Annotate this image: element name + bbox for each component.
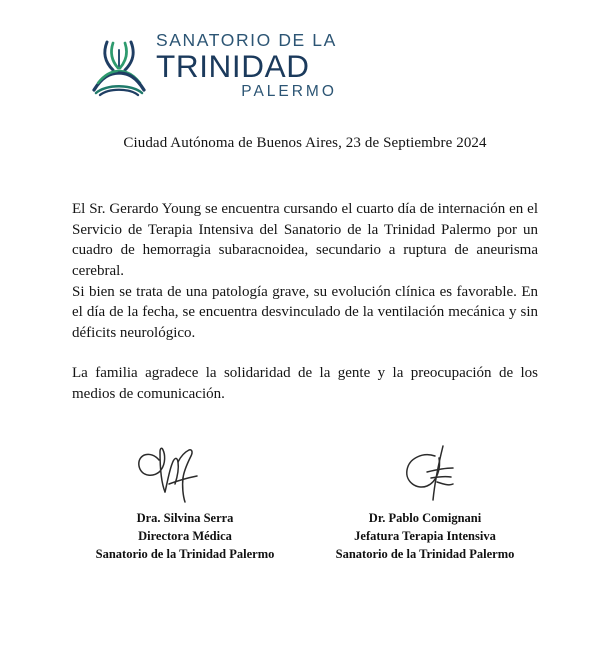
letterhead [0, 0, 610, 102]
signatory-title: Jefatura Terapia Intensiva [354, 528, 496, 543]
signature-details-left [96, 510, 275, 563]
brand-line-palermo: PALERMO [241, 83, 337, 101]
paragraph-family-thanks: La familia agradece la solidaridad de la gente y la preocupación de los medios de comunicación. [72, 364, 538, 402]
signature-details-right [336, 510, 515, 563]
brand-line-sanatorio: SANATORIO DE LA [156, 30, 337, 51]
signatory-title: Directora Médica [138, 528, 232, 543]
brand-wordmark [156, 32, 337, 100]
signatory-institution: Sanatorio de la Trinidad Palermo [335, 546, 515, 561]
signatory-institution: Sanatorio de la Trinidad Palermo [95, 546, 275, 561]
brand-line-trinidad: TRINIDAD [156, 47, 310, 84]
paragraph-prognosis: Si bien se trata de una patología grave, su evolución clínica es favorable. En el día de la fecha, se encuentra desvinculado de la ventilación mecánica y sin déficits neurológico. [72, 283, 538, 342]
signature-area [0, 444, 610, 563]
handwritten-signature-left-icon [125, 444, 245, 506]
handwritten-signature-right-icon [365, 444, 485, 506]
paragraph-clinical-status: El Sr. Gerardo Young se encuentra cursando el cuarto día de internación en el Servicio de Terapia Intensiva del Sanatorio de la Trinidad Palermo por un cuadro de hemorragia subaracnoidea, secundario a ruptura de aneurisma cerebral. [72, 201, 538, 280]
signatory-name: Dra. Silvina Serra [136, 511, 234, 526]
signature-block-left [72, 444, 298, 563]
dateline: Ciudad Autónoma de Buenos Aires, 23 de Septiembre 2024 [123, 135, 487, 151]
letter-body [0, 199, 610, 404]
signature-block-right [312, 444, 538, 563]
trinity-knot-logo-icon [92, 35, 146, 97]
signatory-name: Dr. Pablo Comignani [368, 511, 482, 526]
